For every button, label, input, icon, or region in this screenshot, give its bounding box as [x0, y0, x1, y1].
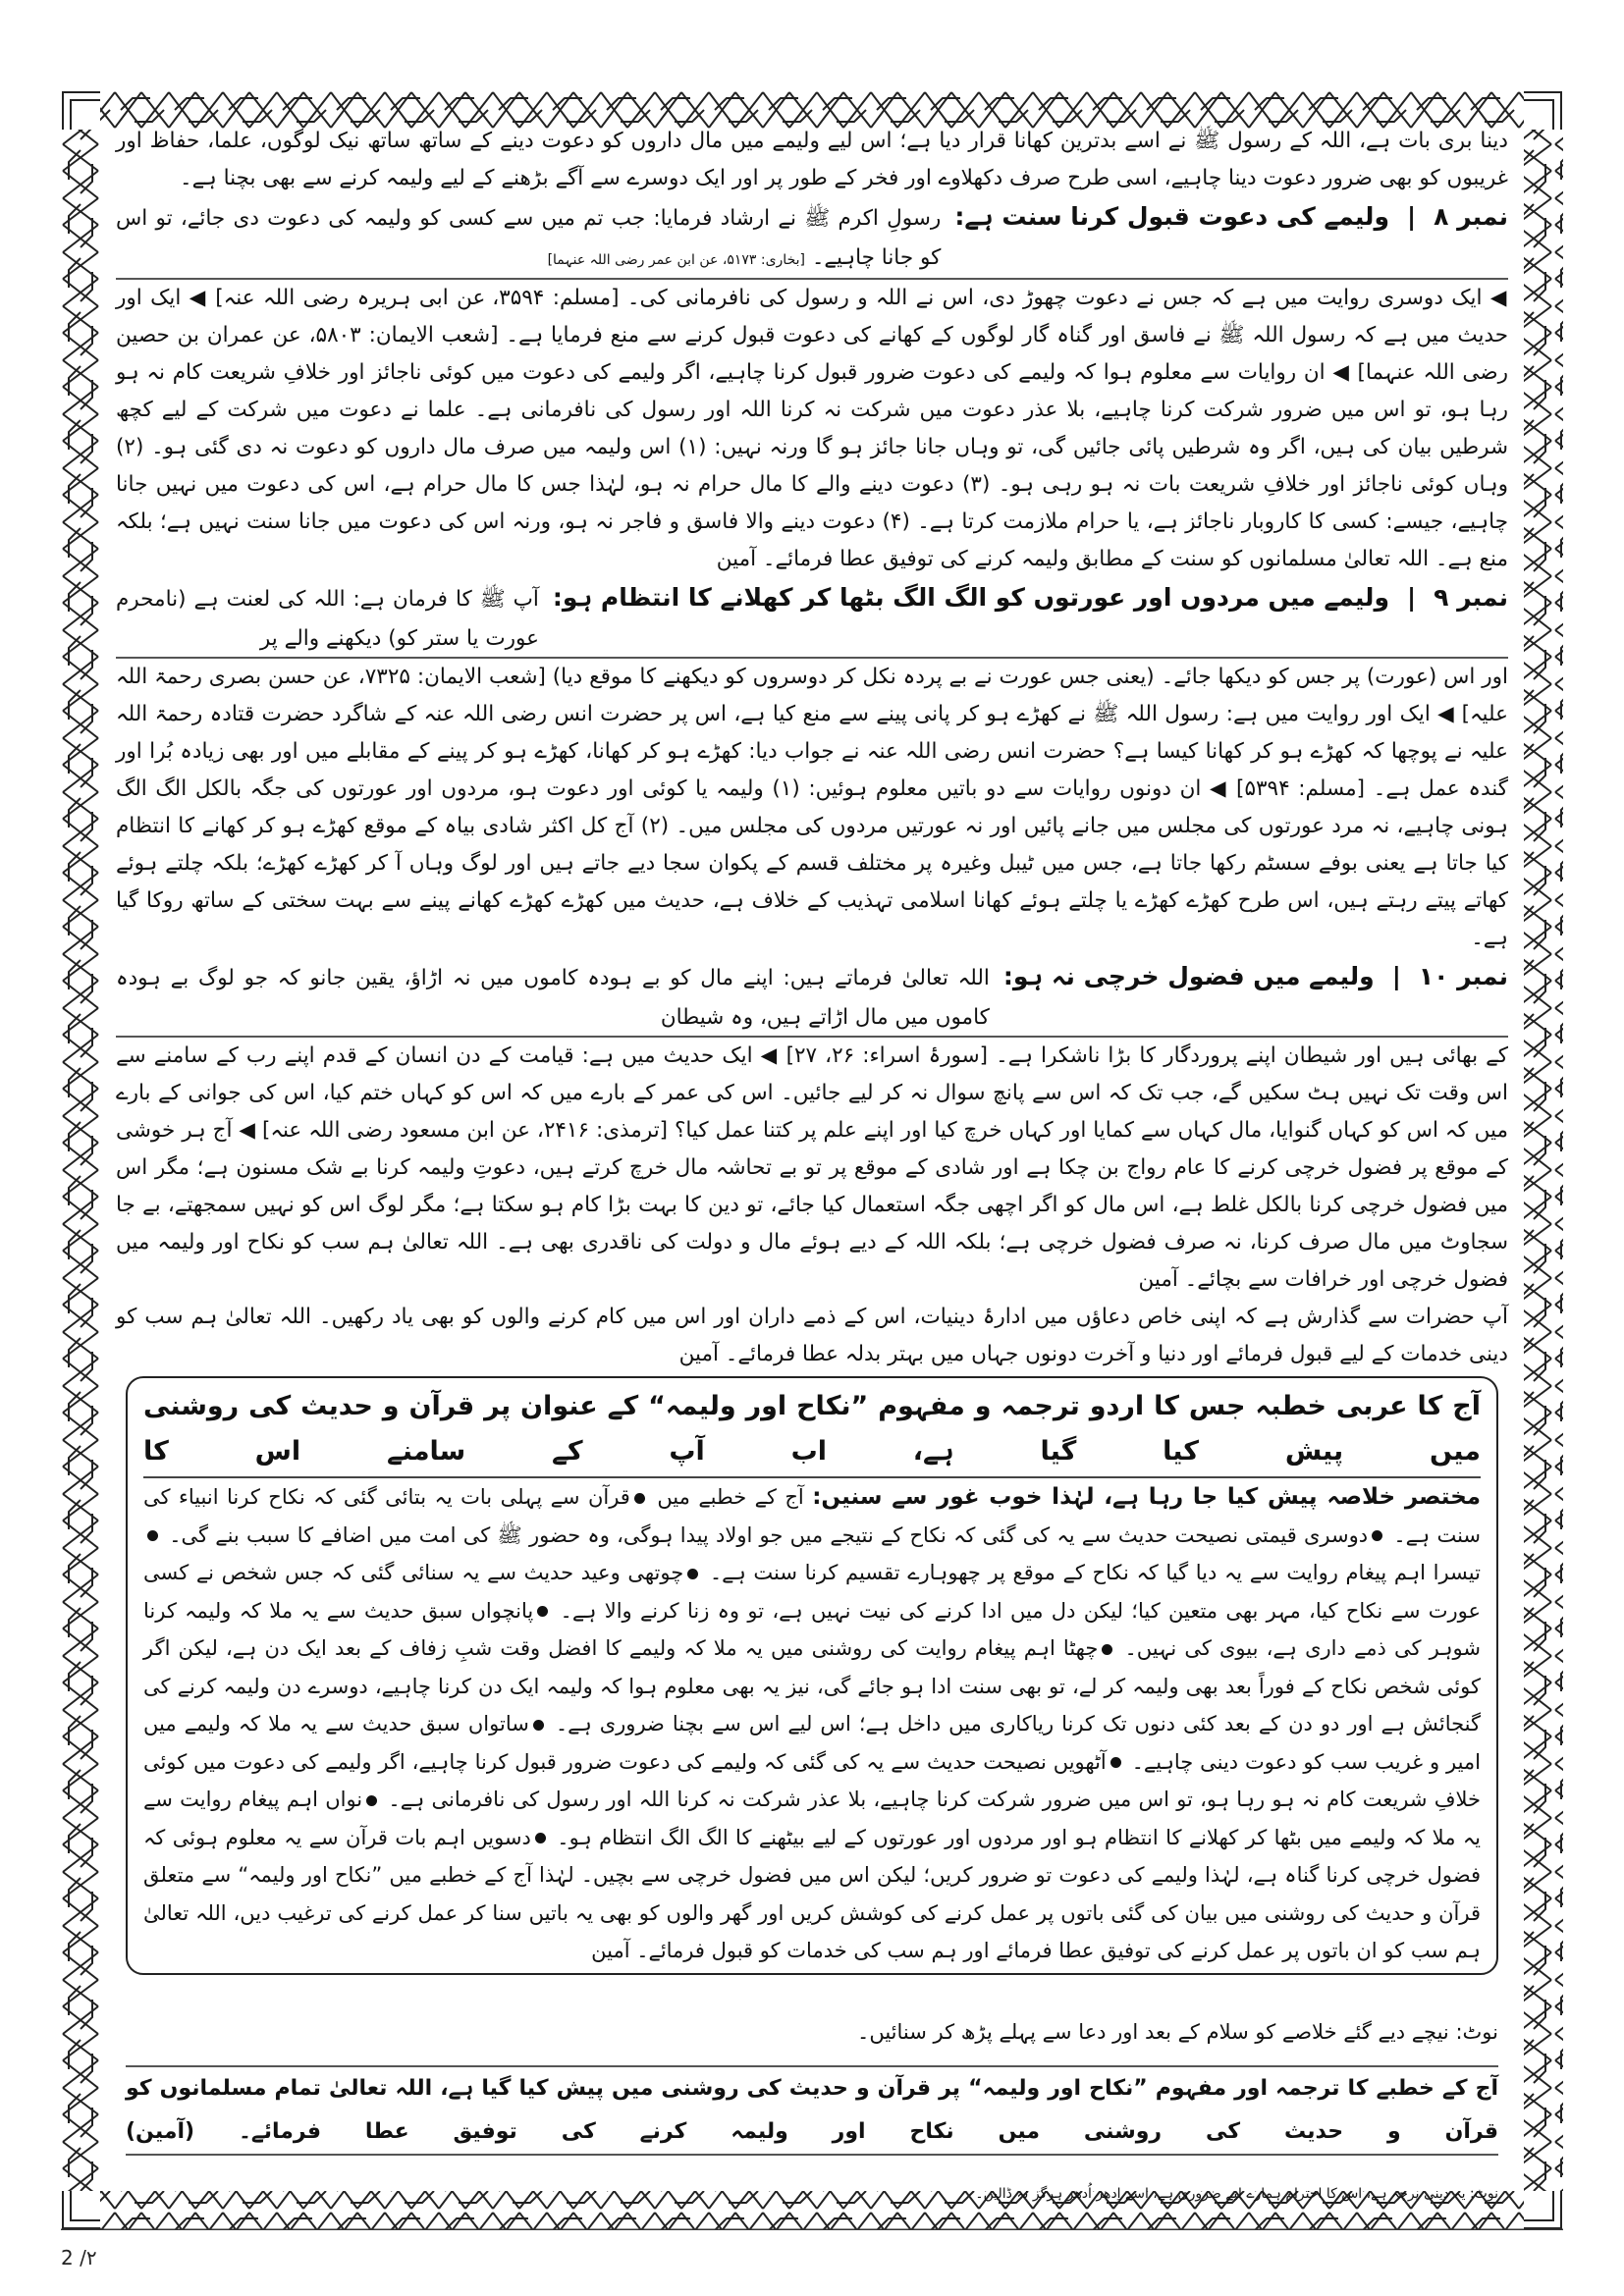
section-8-heading	[116, 197, 1508, 280]
section-8	[116, 197, 1508, 578]
section-body-text: اور اس (عورت) پر جس کو دیکھا جائے۔ (یعنی جس عورت نے بے پردہ نکل کر دوسروں کو دیکھنے کا موقع دیا) [شعب الایمان: ۷۳۲۵، عن حسن بصری رحمۃ اللہ علیہ] ◀ ایک اور روایت میں ہے: رسول اللہ ﷺ نے کھڑے ہو کر پانی پینے سے منع کیا ہے، اس پر حضرت انس رضی اللہ عنہ کے شاگرد حضرت قتادہ رحمۃ اللہ علیہ نے پوچھا کہ کھڑے ہو کر کھانا کیسا ہے؟ حضرت انس رضی اللہ عنہ نے جواب دیا: کھڑے ہو کر کھانا، کھڑے ہو کر پینے کے مقابلے میں اور بھی زیادہ بُرا اور گندہ عمل ہے۔ [مسلم: ۵۳۹۴] ◀ ان دونوں روایات سے دو باتیں معلوم ہوئیں: (۱) ولیمہ یا کوئی اور دعوت ہو، مردوں اور عورتوں کی جگہ بالکل الگ الگ ہونی چاہیے، نہ مرد عورتوں کی مجلس میں جانے پائیں اور نہ عورتیں مردوں کی مجلس میں۔ (۲) آج کل اکثر شادی بیاہ کے موقع کھڑے ہو کر کھانے کا انتظام کیا جاتا ہے یعنی بوفے سسٹم رکھا جاتا ہے، جس میں ٹیبل وغیرہ پر مختلف قسم کے پکوان سجا دیے جاتے ہیں اور لوگ وہاں آ کر کھڑے کھڑے؛ بلکہ چلتے ہوئے کھاتے پیتے رہتے ہیں، اس طرح کھڑے کھڑے یا چلتے ہوئے کھانا اسلامی تہذیب کے خلاف ہے، حدیث میں کھڑے کھڑے کھانے پینے سے بہت سختی کے ساتھ روکا گیا ہے۔	[116, 665, 1508, 950]
reference: [بخاری: ۵۱۷۳، عن ابن عمر رضی اللہ عنہما]	[547, 252, 805, 268]
summary-point: قرآن سے پہلی بات یہ بتائی گئی کہ نکاح کرنا انبیاء کی سنت ہے۔	[143, 1485, 1482, 1547]
respect-paper-note: نوٹ: یہ دینی پرچہ ہے، اس کا احترام ہمارے لیے ضروری ہے، اسے اِدھر اُدھر ہرگز نہ ڈالیں۔	[975, 2186, 1498, 2202]
dua-request-paragraph	[116, 1299, 1508, 1373]
section-9-body	[116, 659, 1508, 957]
summary-point: تیسرا اہم پیغام روایت سے یہ دیا گیا کہ نکاح کے موقع پر چھوہارے تقسیم کرنا سنت ہے۔	[709, 1561, 1481, 1584]
divider-bar: |	[1406, 583, 1417, 612]
section-10-body	[116, 1038, 1508, 1299]
summary-point: چوتھی وعید حدیث سے یہ سنائی گئی کہ جس شخص نے کسی عورت سے نکاح کیا، مہر بھی متعین کیا؛ لیکن دل میں ادا کرنے کی نیت نہیں ہے، تو وہ زنا کرنے والا ہے۔	[143, 1561, 1481, 1623]
summary-point: دسویں اہم بات قرآن سے یہ معلوم ہوئی کہ فضول خرچی کرنا گناہ ہے، لہٰذا ولیمے کی دعوت تو ضرور کریں؛ لیکن اس میں فضول خرچی سے بچیں۔	[143, 1825, 1481, 1887]
section-title: ولیمے کی دعوت قبول کرنا سنت ہے:	[954, 202, 1389, 231]
section-number: نمبر ۱۰	[1418, 962, 1508, 990]
bullet-icon	[687, 1569, 698, 1579]
reading-instruction-note: نوٹ: نیچے دیے گئے خلاصے کو سلام کے بعد اور دعا سے پہلے پڑھ کر سنائیں۔	[857, 2020, 1498, 2044]
notes-section	[126, 2012, 1498, 2211]
section-body-text: ◀ ایک دوسری روایت میں ہے کہ جس نے دعوت چھوڑ دی، اس نے اللہ و رسول کی نافرمانی کی۔ [مسلم: ۳۵۹۴، عن ابی ہریرہ رضی اللہ عنہ] ◀ ایک اور حدیث میں ہے کہ رسول اللہ ﷺ نے فاسق اور گناہ گار لوگوں کے کھانے کی دعوت قبول کرنے سے منع فرمایا ہے۔ [شعب الایمان: ۵۸۰۳، عن عمران بن حصین رضی اللہ عنہما] ◀ ان روایات سے معلوم ہوا کہ ولیمے کی دعوت ضرور قبول کرنا چاہیے، اگر ولیمے کی دعوت میں کوئی ناجائز اور خلافِ شریعت کام نہ ہو رہا ہو، تو اس میں ضرور شرکت کرنا چاہیے، بلا عذر دعوت میں شرکت نہ کرنا اللہ اور رسول کی نافرمانی ہے۔ علما نے دعوت میں شرکت کے لیے کچھ شرطیں بیان کی ہیں، اگر وہ شرطیں پائی جائیں گی، تو وہاں جانا جائز ہو گا ورنہ نہیں: (۱) اس ولیمہ میں صرف مال داروں کو دعوت نہ دی گئی ہو۔ (۲) وہاں کوئی ناجائز اور خلافِ شریعت بات نہ ہو رہی ہو۔ (۳) دعوت دینے والے کا مال حرام نہ ہو، لہٰذا جس کا مال حرام ہے، اس کی دعوت میں نہیں جانا چاہیے، جیسے: کسی کا کاروبار ناجائز ہے، یا حرام ملازمت کرتا ہے۔ (۴) دعوت دینے والا فاسق و فاجر نہ ہو، ورنہ اس کی دعوت میں جانا سنت نہیں ہے؛ بلکہ منع ہے۔ اللہ تعالیٰ مسلمانوں کو سنت کے مطابق ولیمہ کرنے کی توفیق عطا فرمائے۔ آمین	[116, 286, 1509, 571]
summary-point: چھٹا اہم پیغام روایت کی روشنی میں یہ ملا کہ ولیمے کا افضل وقت شبِ زفاف کے بعد ایک دن ہے، لیکن اگر کوئی شخص نکاح کے فوراً بعد بھی ولیمہ کر لے، تو بھی سنت ادا ہو جائے گی، نیز یہ بھی معلوم ہوا کہ ولیمہ ایک دن کرنا چاہیے، دوسرے دن ولیمہ کرنے کی گنجائش ہے اور دو دن کے بعد کئی دنوں تک کرنا ریاکاری میں داخل ہے؛ اس لیے اس سے بچنا ضروری ہے۔	[143, 1636, 1481, 1735]
summary-closing: لہٰذا آج کے خطبے میں ”نکاح اور ولیمہ“ سے متعلق قرآن و حدیث کی روشنی میں بیان کی گئی باتوں پر عمل کرنے کی کوشش کریں اور گھر والوں کو بھی یہ باتیں سنا کر عمل کرنے کی ترغیب دیں، اللہ تعالیٰ ہم سب کو ان باتوں پر عمل کرنے کی توفیق عطا فرمائے اور ہم سب کی خدمات کو قبول فرمائے۔ آمین	[143, 1863, 1481, 1962]
dua-request-text: آپ حضرات سے گذارش ہے کہ اپنی خاص دعاؤں میں ادارۂ دینیات، اس کے ذمے داران اور اس میں کام کرنے والوں کو بھی یاد رکھیں۔ اللہ تعالیٰ ہم سب کو دینی خدمات کے لیے قبول فرمائے اور دنیا و آخرت دونوں جہاں میں بہتر بدلہ عطا فرمائے۔ آمین	[116, 1305, 1508, 1366]
divider-bar: |	[1406, 202, 1417, 231]
bullet-icon	[1102, 1644, 1112, 1655]
section-title: ولیمے میں مردوں اور عورتوں کو الگ الگ بٹھا کر کھلانے کا انتظام ہو:	[552, 583, 1389, 612]
divider-bar: |	[1391, 962, 1401, 990]
summary-title: آج کا عربی خطبہ جس کا اردو ترجمہ و مفہوم ”نکاح اور ولیمہ“ کے عنوان پر قرآن و حدیث کی روشنی میں پیش کیا گیا ہے، اب آپ کے سامنے اس کا	[143, 1391, 1481, 1467]
section-lead: رسولِ اکرم ﷺ نے ارشاد فرمایا: جب تم میں سے کسی کو ولیمہ کی دعوت دی جائے، تو اس کو جانا چاہیے۔ [بخاری: ۵۱۷۳، عن ابن عمر رضی اللہ عنہما]	[116, 206, 942, 270]
section-lead: اللہ تعالیٰ فرماتے ہیں: اپنے مال کو بے ہودہ کاموں میں نہ اڑاؤ، یقین جانو کہ جو لوگ بے ہودہ کاموں میں مال اڑاتے ہیں، وہ شیطان	[116, 966, 990, 1030]
page-content	[116, 123, 1508, 1373]
bullet-icon	[634, 1493, 645, 1504]
summary-point: ساتواں سبق حدیث سے یہ ملا کہ ولیمے میں امیر و غریب سب کو دعوت دینی چاہیے۔	[143, 1712, 1482, 1774]
summary-point: پانچواں سبق حدیث سے یہ ملا کہ ولیمہ کرنا شوہر کی ذمے داری ہے، بیوی کی نہیں۔	[143, 1598, 1481, 1660]
summary-body	[143, 1478, 1481, 1970]
section-lead: آپ ﷺ کا فرمان ہے: اللہ کی لعنت ہے (نامحرم عورت یا ستر کو) دیکھنے والے پر	[116, 587, 539, 651]
intro-text: دینا بری بات ہے، اللہ کے رسول ﷺ نے اسے بدترین کھانا قرار دیا ہے؛ اس لیے ولیمے میں مال داروں کو دعوت دینے کے ساتھ ساتھ نیک لوگوں، علما، حفاظ اور غریبوں کو بھی ضرور دعوت دینا چاہیے، اسی طرح صرف دکھلاوے اور فخر کے طور پر اور ایک دوسرے سے آگے بڑھنے کے لیے ولیمہ کرنے سے بھی بچنا ہے۔	[116, 129, 1508, 190]
bullet-icon	[533, 1720, 544, 1731]
intro-paragraph	[116, 123, 1508, 197]
summary-point: دوسری قیمتی نصیحت حدیث سے یہ کی گئی کہ نکاح کے نتیجے میں جو اولاد پیدا ہوگی، وہ حضور ﷺ کی امت میں اضافے کا سبب بنے گی۔	[169, 1522, 1369, 1547]
bullet-icon	[535, 1833, 546, 1843]
bullet-icon	[366, 1795, 377, 1806]
closing-dua-note: آج کے خطبے کا ترجمہ اور مفہوم ”نکاح اور ولیمہ“ پر قرآن و حدیث کی روشنی میں پیش کیا گیا ہے، اللہ تعالیٰ تمام مسلمانوں کو قرآن و حدیث کی روشنی میں نکاح اور ولیمہ کرنے کی توفیق عطا فرمائے۔ (آمین)	[126, 2076, 1498, 2144]
note-rule-bottom	[126, 2154, 1498, 2156]
summary-point: آٹھویں نصیحت حدیث سے یہ کی گئی کہ ولیمے کی دعوت ضرور قبول کرنا چاہیے، اگر ولیمے کی دعوت میں کوئی خلافِ شریعت کام نہ ہو رہا ہو، تو اس میں ضرور شرکت کرنا چاہیے، بلا عذر شرکت نہ کرنا اللہ اور رسول کی نافرمانی ہے۔	[143, 1749, 1481, 1811]
section-9-heading	[116, 578, 1508, 659]
section-number: نمبر ۹	[1434, 583, 1508, 612]
bullet-icon	[1372, 1530, 1382, 1541]
section-8-body	[116, 280, 1508, 578]
summary-point: نواں اہم پیغام روایت سے یہ ملا کہ ولیمے میں بٹھا کر کھلانے کا انتظام ہو اور مردوں اور عورتوں کے لیے بیٹھنے کا الگ الگ انتظام ہو۔	[143, 1788, 1481, 1849]
section-9	[116, 578, 1508, 957]
section-title: ولیمے میں فضول خرچی نہ ہو:	[1002, 962, 1375, 990]
page-number: 2 /۲	[61, 2246, 97, 2269]
section-10	[116, 957, 1508, 1299]
section-10-heading	[116, 957, 1508, 1038]
bullet-icon	[1110, 1757, 1121, 1768]
bullet-icon	[537, 1606, 548, 1617]
summary-intro: آج کے خطبے میں	[657, 1485, 804, 1509]
summary-lead: مختصر خلاصہ پیش کیا جا رہا ہے، لہٰذا خوب غور سے سنیں:	[812, 1484, 1482, 1510]
bullet-icon	[147, 1530, 158, 1541]
khutbah-summary-box	[126, 1376, 1498, 1975]
section-number: نمبر ۸	[1434, 202, 1508, 231]
section-body-text: کے بھائی ہیں اور شیطان اپنے پروردگار کا بڑا ناشکرا ہے۔ [سورۂ اسراء: ۲۶، ۲۷] ◀ ایک حدیث میں ہے: قیامت کے دن انسان کے قدم اپنے رب کے سامنے سے اس وقت تک نہیں ہٹ سکیں گے، جب تک کہ اس سے پانچ سوال نہ کر لیے جائیں۔ اس کی عمر کے بارے میں کہ اس کو کہاں ختم کیا، اس کی جوانی کے بارے میں کہ اس کو کہاں گنوایا، مال کہاں سے کمایا اور کہاں خرچ کیا اور اپنے علم پر کتنا عمل کیا؟ [ترمذی: ۲۴۱۶، عن ابن مسعود رضی اللہ عنہ] ◀ آج ہر خوشی کے موقع پر فضول خرچی کرنے کا عام رواج بن چکا ہے اور شادی کے موقع پر تو بے تحاشہ مال خرچ کرتے ہیں، دعوتِ ولیمہ کرنا بے شک مسنون ہے؛ مگر اس میں فضول خرچی کرنا بالکل غلط ہے، اس مال کو اگر اچھی جگہ استعمال کیا جائے، تو دین کا بہت بڑا کام ہو سکتا ہے؛ مگر لوگ اس کو نہیں سمجھتے، بے جا سجاوٹ میں مال صرف کرنا، نہ صرف فضول خرچی ہے؛ بلکہ اللہ کے دیے ہوئے مال و دولت کی ناقدری بھی ہے۔ اللہ تعالیٰ ہم سب کو نکاح اور ولیمہ میں فضول خرچی اور خرافات سے بچائے۔ آمین	[116, 1043, 1508, 1292]
